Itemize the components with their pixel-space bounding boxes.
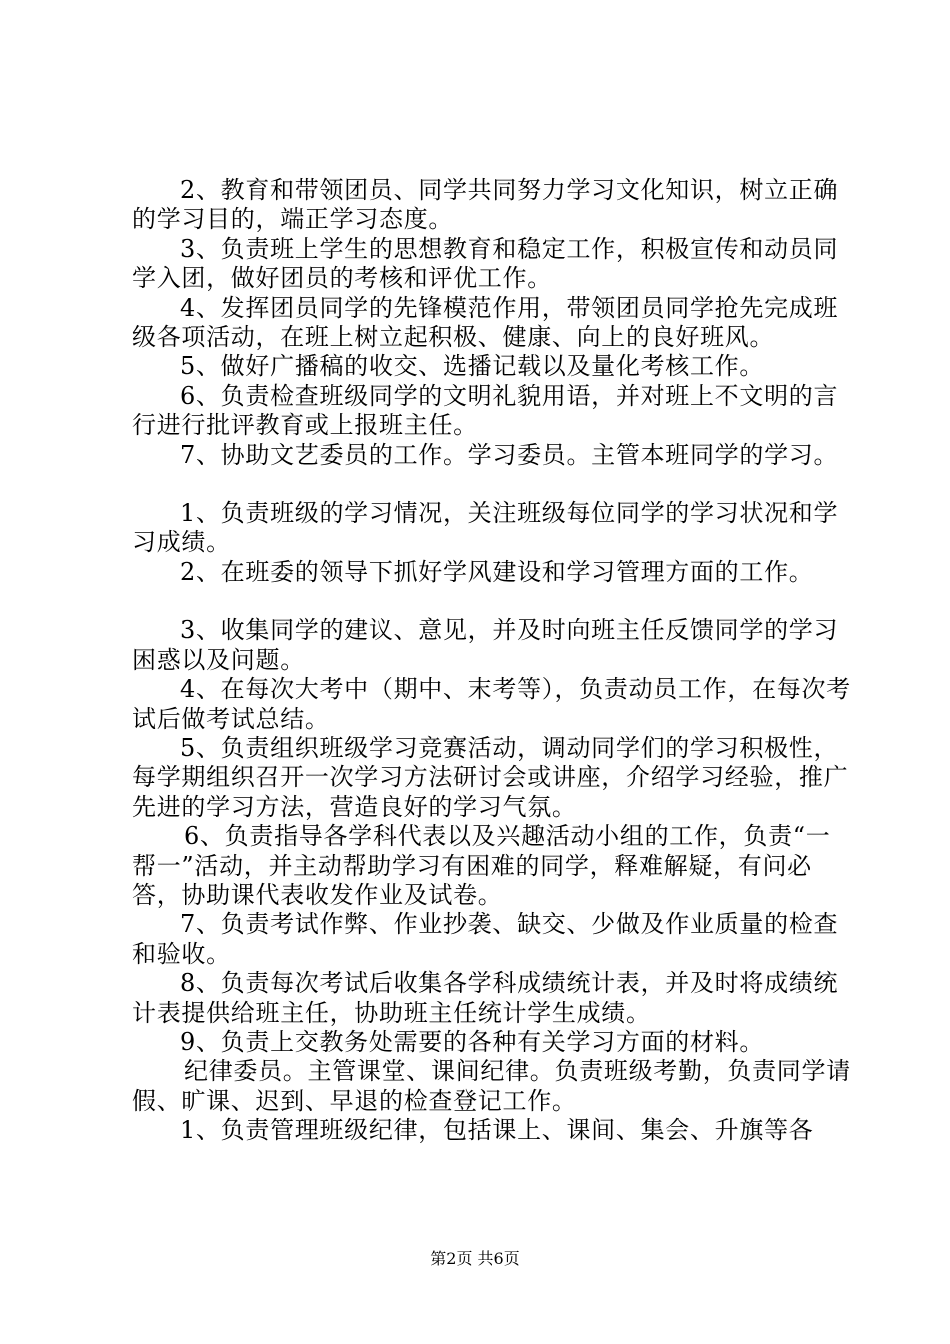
paragraph: 7、协助文艺委员的工作。学习委员。主管本班同学的学习。 xyxy=(180,440,839,469)
paragraph: 1、负责管理班级纪律，包括课上、课间、集会、升旗等各 xyxy=(180,1116,814,1145)
paragraph: 9、负责上交教务处需要的各种有关学习方面的材料。 xyxy=(180,1027,765,1056)
paragraph: 5、负责组织班级学习竞赛活动，调动同学们的学习积极性，每学期组织召开一次学习方法研讨会或讲座，介绍学习经验，推广先进的学习方法，营造良好的学习气氛。 xyxy=(132,733,849,821)
paragraph: 纪律委员。主管课堂、课间纪律。负责班级考勤，负责同学请假、旷课、迟到、早退的检查登记工作。 xyxy=(132,1057,851,1115)
paragraph: 4、在每次大考中（期中、末考等），负责动员工作，在每次考试后做考试总结。 xyxy=(132,675,851,733)
document-body xyxy=(132,176,852,1146)
paragraph: 3、负责班上学生的思想教育和稳定工作，积极宣传和动员同学入团，做好团员的考核和评优工作。 xyxy=(132,234,839,293)
page-footer: 第2页 共6页 xyxy=(430,1249,520,1268)
paragraph: 7、负责考试作弊、作业抄袭、缺交、少做及作业质量的检查和验收。 xyxy=(132,910,839,968)
paragraph: 5、做好广播稿的收交、选播记载以及量化考核工作。 xyxy=(180,352,765,381)
paragraph: 1、负责班级的学习情况，关注班级每位同学的学习状况和学习成绩。 xyxy=(132,499,839,557)
paragraph: 4、发挥团员同学的先锋模范作用，带领团员同学抢先完成班级各项活动，在班上树立起积极、健康、向上的良好班风。 xyxy=(132,293,839,352)
paragraph: 2、在班委的领导下抓好学风建设和学习管理方面的工作。 xyxy=(180,557,814,586)
paragraph: 2、教育和带领团员、同学共同努力学习文化知识，树立正确的学习目的，端正学习态度。 xyxy=(132,176,839,234)
paragraph: 6、负责检查班级同学的文明礼貌用语，并对班上不文明的言行进行批评教育或上报班主任。 xyxy=(132,381,839,440)
paragraph: 3、收集同学的建议、意见，并及时向班主任反馈同学的学习困惑以及问题。 xyxy=(132,616,839,674)
paragraph: 6、负责指导各学科代表以及兴趣活动小组的工作，负责“一帮一”活动，并主动帮助学习有困难的同学，释难解疑，有问必答，协助课代表收发作业及试卷。 xyxy=(132,822,831,909)
paragraph: 8、负责每次考试后收集各学科成绩统计表，并及时将成绩统计表提供给班主任，协助班主任统计学生成绩。 xyxy=(132,969,839,1027)
